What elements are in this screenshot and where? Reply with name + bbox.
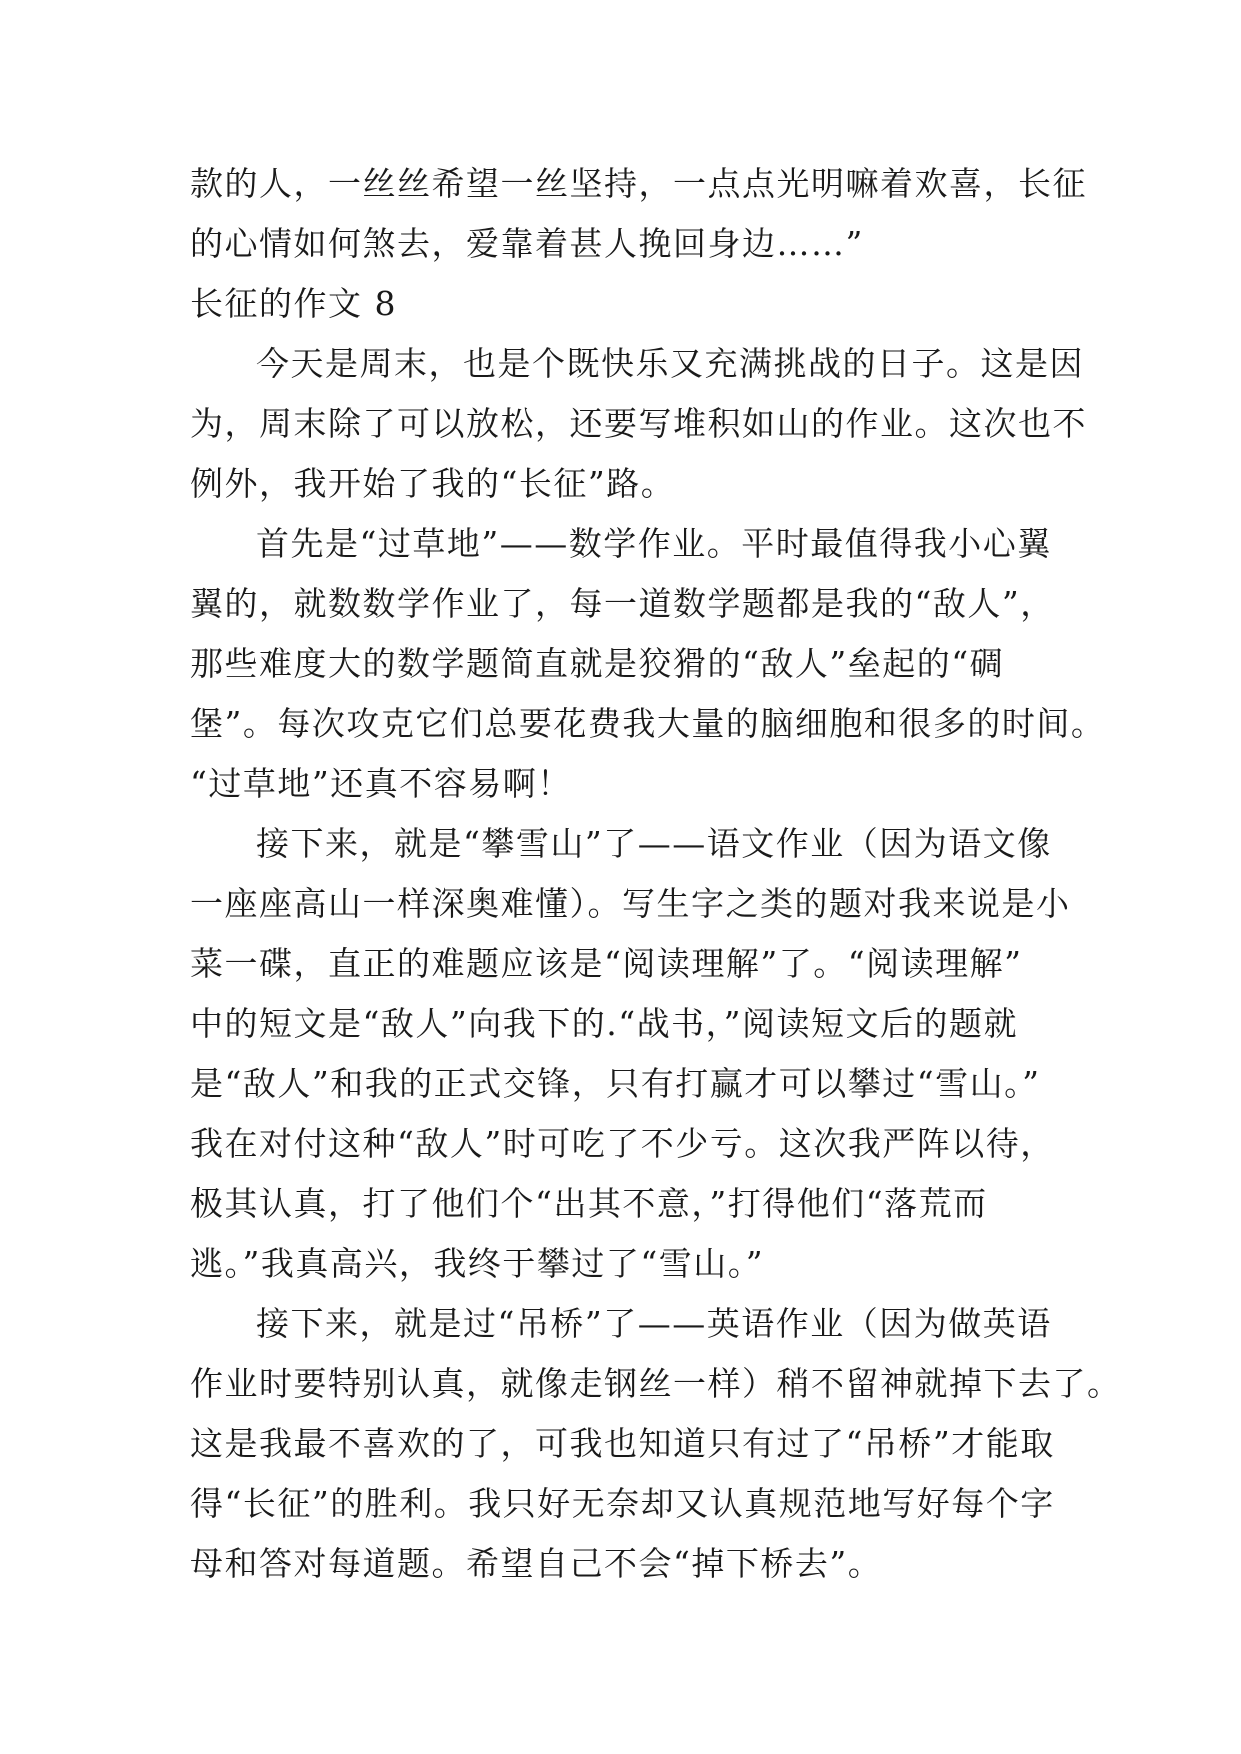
paragraph-line: 今天是周末，也是个既快乐又充满挑战的日子。这是因: [256, 344, 1084, 383]
paragraph-line: 中的短文是“敌人”向我下的.“战书，”阅读短文后的题就: [190, 1004, 1018, 1043]
paragraph-line: 作业时要特别认真，就像走钢丝一样）稍不留神就掉下去了。: [190, 1364, 1122, 1403]
paragraph-line: 的心情如何煞去，爱靠着甚人挽回身边……”: [190, 224, 864, 263]
paragraph-line: 款的人，一丝丝希望一丝坚持，一点点光明嘛着欢喜，长征: [190, 164, 1087, 203]
paragraph-line: 接下来，就是“攀雪山”了——语文作业（因为语文像: [256, 824, 1052, 863]
paragraph-line: 堡”。每次攻克它们总要花费我大量的脑细胞和很多的时间。: [190, 704, 1106, 743]
paragraph-line: 极其认真，打了他们个“出其不意，”打得他们“落荒而: [190, 1184, 988, 1223]
section-heading: 长征的作文 8: [190, 284, 397, 323]
paragraph-line: 我在对付这种“敌人”时可吃了不少亏。这次我严阵以待，: [190, 1124, 1055, 1163]
paragraph-line: 菜一碟，直正的难题应该是“阅读理解”了。“阅读理解”: [190, 944, 1023, 983]
paragraph-line: 得“长征”的胜利。我只好无奈却又认真规范地写好每个字: [190, 1484, 1055, 1523]
paragraph-line: 翼的，就数数学作业了，每一道数学题都是我的“敌人”，: [190, 584, 1055, 623]
paragraph-line: 逃。”我真高兴，我终于攀过了“雪山。”: [190, 1244, 765, 1283]
paragraph-line: 母和答对每道题。希望自己不会“掉下桥去”。: [190, 1544, 883, 1583]
paragraph-line: 是“敌人”和我的正式交锋，只有打赢才可以攀过“雪山。”: [190, 1064, 1041, 1103]
paragraph-line: “过草地”还真不容易啊！: [190, 764, 572, 803]
paragraph-line: 这是我最不喜欢的了，可我也知道只有过了“吊桥”才能取: [190, 1424, 1055, 1463]
paragraph-line: 首先是“过草地”——数学作业。平时最值得我小心翼: [256, 524, 1052, 563]
paragraph-line: 例外，我开始了我的“长征”路。: [190, 464, 676, 503]
paragraph-line: 一座座高山一样深奥难懂）。写生字之类的题对我来说是小: [190, 884, 1071, 923]
paragraph-line: 那些难度大的数学题简直就是狡猾的“敌人”垒起的“碉: [190, 644, 1005, 683]
paragraph-line: 为，周末除了可以放松，还要写堆积如山的作业。这次也不: [190, 404, 1087, 443]
paragraph-line: 接下来，就是过“吊桥”了——英语作业（因为做英语: [256, 1304, 1052, 1343]
